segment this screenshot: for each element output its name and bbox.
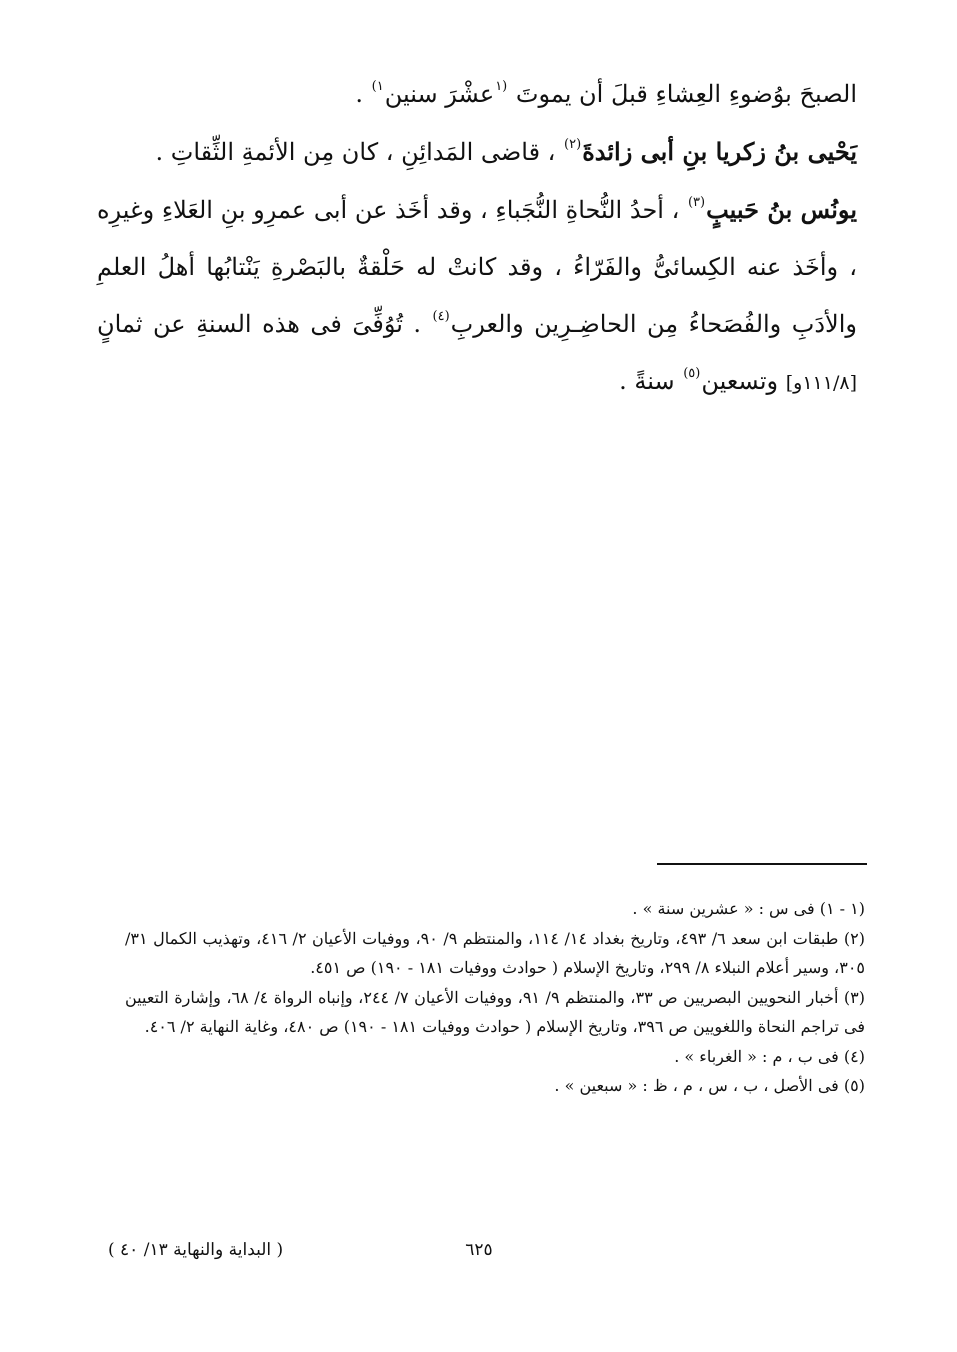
- paragraph-continuation: [97, 66, 857, 123]
- footnote-3: (٣) أخبار النحويين البصريين ص ٣٣، والمنتظم ٩/ ٩١، ووفيات الأعيان ٧/ ٢٤٤، وإنباه الرواة ٤/ ٦٨، وإشارة التعيين فى تراجم النحاة واللغويين ص ٣٩٦، وتاريخ الإسلام ( حوادث ووفيات ١٨١ - ١٩٠) ص ٤٨٠، وغاية النهاية ٢/ ٤٠٦.: [125, 987, 866, 1036]
- footnote-marker: (٢): [564, 137, 582, 153]
- entry-text: سنةً .: [619, 367, 683, 395]
- text-segment: عشْرَ سنين: [384, 80, 495, 108]
- biography-entry-yahya: [97, 123, 857, 181]
- footnotes: [125, 894, 865, 1101]
- main-text: [97, 66, 857, 412]
- page-footer: [0, 1240, 957, 1270]
- footnote-marker: (٥): [683, 366, 701, 382]
- footnote-marker: ١): [371, 79, 384, 95]
- footnote-1: (١ - ١) فى س : « عشرين سنة » .: [632, 899, 865, 918]
- entry-name: يَحْيى بنُ زكريا بنِ أبى زائدةَ: [582, 137, 857, 166]
- entry-text: ، قاضى المَدائِنِ ، كان مِن الأئمةِ الثِّقاتِ .: [155, 138, 564, 166]
- folio-marker: [١١١/٨و]: [785, 372, 857, 394]
- footnote-4: (٤) فى ب ، م : « الغرباء » .: [674, 1046, 865, 1066]
- book-reference: ( البداية والنهاية ١٣/ ٤٠ ): [108, 1240, 284, 1260]
- text-segment: الصبحَ بوُضوءِ العِشاءِ قبلَ أن يموتَ: [508, 80, 857, 108]
- footnote-marker: (٤): [432, 309, 450, 325]
- biography-entry-yunus: [97, 181, 857, 412]
- entry-text: وتسعين: [701, 367, 786, 395]
- footnote-5: (٥) فى الأصل ، ب ، س ، م ، ظ : « سبعين » .: [554, 1076, 865, 1095]
- footnote-2: (٢) طبقات ابن سعد ٦/ ٤٩٣، وتاريخ بغداد ١٤/ ١١٤، والمنتظم ٩/ ٩٠، ووفيات الأعيان ٢/ ٤١٦، وتهذيب الكمال ٣١/ ٣٠٥، وسير أعلام النبلاء ٨/ ٢٩٩، وتاريخ الإسلام ( حوادث ووفيات ١٨١ - ١٩٠) ص ٤٥١.: [125, 928, 865, 977]
- footnote-marker: (٣): [687, 195, 706, 211]
- entry-text: . تُوُفِّىَ فى هذه السنةِ عن ثمانٍ: [97, 310, 432, 338]
- page-number: ٦٢٥: [465, 1240, 493, 1260]
- text-segment: .: [355, 80, 371, 108]
- footnote-divider: [657, 863, 867, 865]
- footnote-marker: (١: [495, 79, 508, 95]
- entry-name: يونُس بنُ حَبيبٍ: [706, 195, 857, 224]
- entry-text: ، أحدُ النُّحاةِ النُّجَباءِ ، وقد أخَذ عن أبى عمرِو بنِ العَلاءِ وغيرِه ، وأخَذ عنه الكِسائىُّ والفَرّاءُ ، وقد كانتْ له حَلْقةٌ بالبَصْرةِ يَنْتابُها أهلُ العلمِ والأدَبِ والفُصَحاءُ مِن الحاضِـرِين والعربِ: [96, 196, 857, 338]
